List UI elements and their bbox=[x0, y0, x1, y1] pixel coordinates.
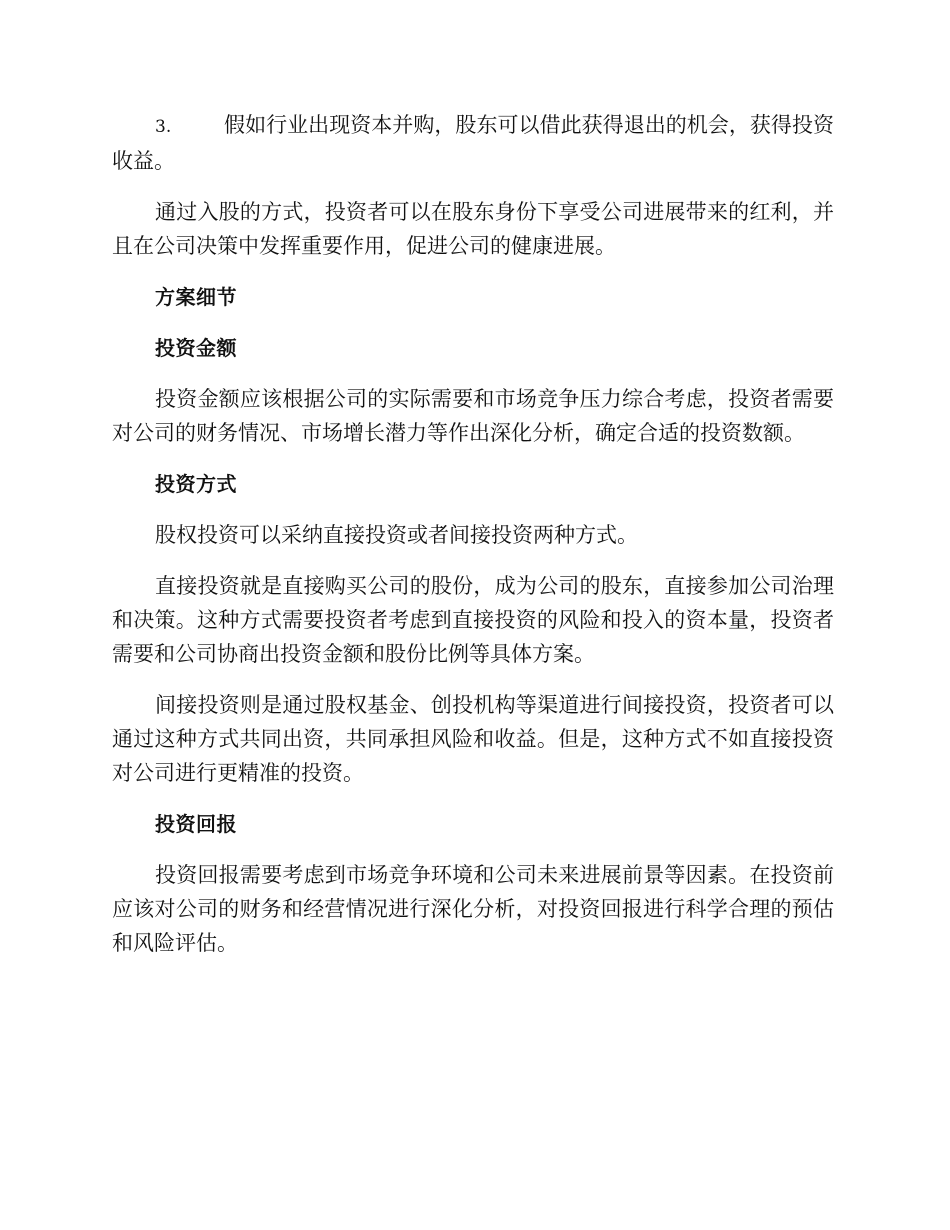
list-item-text: 假如行业出现资本并购，股东可以借此获得退出的机会，获得投资收益。 bbox=[112, 113, 834, 173]
indirect-investment-paragraph: 间接投资则是通过股权基金、创投机构等渠道进行间接投资，投资者可以通过这种方式共同出资，共同承担风险和收益。但是，这种方式不如直接投资对公司进行更精准的投资。 bbox=[112, 693, 834, 785]
investment-amount-paragraph: 投资金额应该根据公司的实际需要和市场竞争压力综合考虑，投资者需要对公司的财务情况、市场增长潜力等作出深化分析，确定合适的投资数额。 bbox=[112, 387, 834, 445]
heading-plan-details: 方案细节 bbox=[155, 285, 237, 309]
direct-investment-paragraph: 直接投资就是直接购买公司的股份，成为公司的股东，直接参加公司治理和决策。这种方式需要投资者考虑到直接投资的风险和投入的资本量，投资者需要和公司协商出投资金额和股份比例等具体方案。 bbox=[112, 574, 834, 666]
heading-investment-amount: 投资金额 bbox=[155, 336, 237, 360]
investment-return-paragraph: 投资回报需要考虑到市场竞争环境和公司未来进展前景等因素。在投资前应该对公司的财务和经营情况进行深化分析，对投资回报进行科学合理的预估和风险评估。 bbox=[112, 863, 834, 955]
investment-method-intro-paragraph: 股权投资可以采纳直接投资或者间接投资两种方式。 bbox=[155, 523, 638, 547]
heading-investment-return: 投资回报 bbox=[155, 812, 237, 836]
list-item-3 bbox=[112, 108, 834, 178]
document-page bbox=[112, 108, 834, 977]
heading-investment-method: 投资方式 bbox=[155, 472, 237, 496]
list-number: 3. bbox=[155, 117, 172, 137]
intro-paragraph: 通过入股的方式，投资者可以在股东身份下享受公司进展带来的红利，并且在公司决策中发挥重要作用，促进公司的健康进展。 bbox=[112, 200, 834, 258]
